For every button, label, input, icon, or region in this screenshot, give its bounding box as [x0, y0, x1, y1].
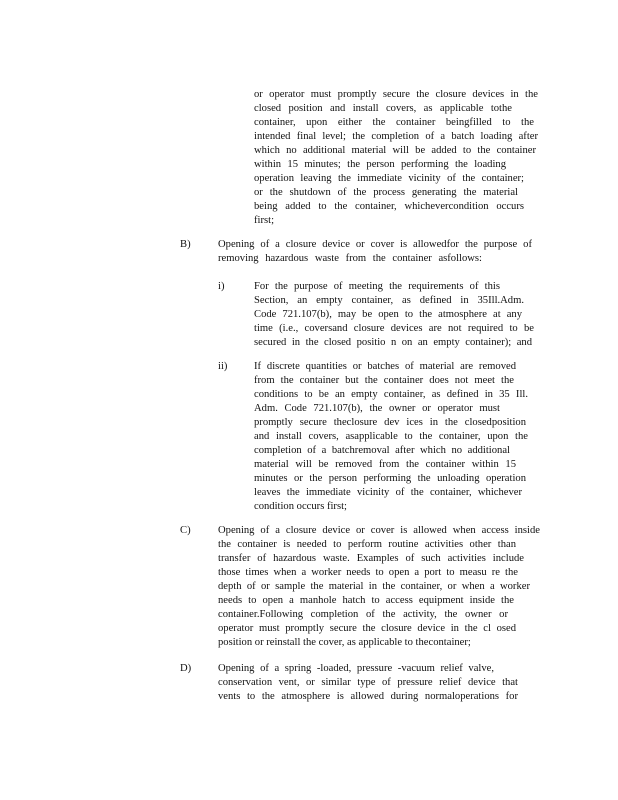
item-b-i-label: i) — [218, 281, 225, 292]
text-line: closed position and install covers, as applicable tothe — [254, 103, 512, 114]
text-line: Opening of a spring -loaded, pressure -vacuum relief valve, — [218, 663, 494, 674]
text-line: the container is needed to perform routine activities other than — [218, 539, 516, 550]
item-b-ii-label: ii) — [218, 361, 228, 372]
text-line: minutes or the person performing the unloading operation — [254, 473, 526, 484]
text-line: first; — [254, 215, 275, 226]
text-line: Code 721.107(b), may be open to the atmosphere at any — [254, 309, 522, 320]
text-line: operator must promptly secure the closure device in the cl osed — [218, 623, 516, 634]
text-line: conservation vent, or similar type of pressure relief device that — [218, 677, 518, 688]
text-line: container.Following completion of the activity, the owner or — [218, 609, 508, 620]
text-line: conditions to be an empty container, as defined in 35 Ill. — [254, 389, 528, 400]
text-line: Section, an empty container, as defined in 35Ill.Adm. — [254, 295, 524, 306]
item-b-i-paragraph — [254, 280, 534, 350]
text-line: position or reinstall the cover, as applicable to thecontainer; — [218, 637, 471, 648]
text-line: needs to open a manhole hatch to access equipment inside the — [218, 595, 514, 606]
text-line: Adm. Code 721.107(b), the owner or operator must — [254, 403, 500, 414]
text-line: Opening of a closure device or cover is allowed when access inside — [218, 525, 540, 536]
text-line: time (i.e., coversand closure devices are not required to be — [254, 323, 534, 334]
item-b-ii-paragraph — [254, 360, 528, 514]
text-line: container, upon either the container beingfilled to the — [254, 117, 534, 128]
text-line: which no additional material will be added to the container — [254, 145, 536, 156]
text-line: or operator must promptly secure the closure devices in the — [254, 89, 538, 100]
text-line: within 15 minutes; the person performing the loading — [254, 159, 506, 170]
text-line: If discrete quantities or batches of material are removed — [254, 361, 516, 372]
text-line: or the shutdown of the process generating the material — [254, 187, 518, 198]
text-line: leaves the immediate vicinity of the container, whichever — [254, 487, 522, 498]
text-line: transfer of hazardous waste. Examples of such activities include — [218, 553, 524, 564]
text-line: those times when a worker needs to open a port to measu re the — [218, 567, 518, 578]
text-line: depth of or sample the material in the container, or when a worker — [218, 581, 530, 592]
item-d-paragraph — [218, 662, 518, 704]
text-line: removing hazardous waste from the container asfollows: — [218, 253, 482, 264]
text-line: operation leaving the immediate vicinity of the container; — [254, 173, 524, 184]
text-line: being added to the container, whichevercondition occurs — [254, 201, 524, 212]
item-c-paragraph — [218, 524, 540, 650]
text-line: For the purpose of meeting the requirements of this — [254, 281, 500, 292]
text-line: and install covers, asapplicable to the container, upon the — [254, 431, 528, 442]
text-line: from the container but the container does not meet the — [254, 375, 514, 386]
continuation-paragraph — [254, 88, 538, 228]
text-line: completion of a batchremoval after which no additional — [254, 445, 510, 456]
item-d-label: D) — [180, 663, 192, 674]
item-c-label: C) — [180, 525, 191, 536]
text-line: promptly secure theclosure dev ices in the closedposition — [254, 417, 526, 428]
item-b-label: B) — [180, 239, 191, 250]
text-line: Opening of a closure device or cover is allowedfor the purpose of — [218, 239, 532, 250]
text-line: vents to the atmosphere is allowed during normaloperations for — [218, 691, 518, 702]
text-line: secured in the closed positio n on an empty container); and — [254, 337, 532, 348]
text-line: material will be removed from the container within 15 — [254, 459, 516, 470]
text-line: intended final level; the completion of a batch loading after — [254, 131, 538, 142]
item-b-paragraph — [218, 238, 532, 266]
text-line: condition occurs first; — [254, 501, 347, 512]
